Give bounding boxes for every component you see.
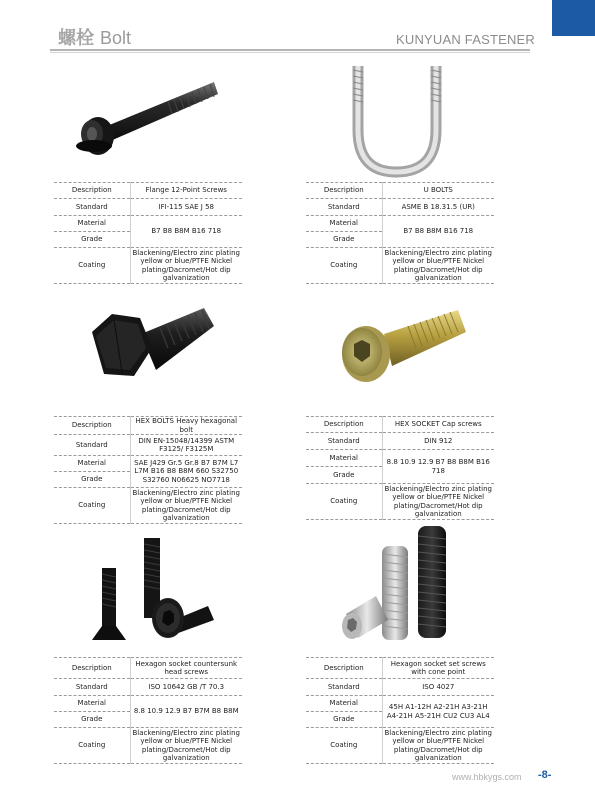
description-label: Description <box>306 183 382 199</box>
description-value: Flange 12-Point Screws <box>130 183 242 199</box>
coating-label: Coating <box>54 728 130 764</box>
coating-label: Coating <box>54 488 130 524</box>
standard-label: Standard <box>54 435 130 456</box>
description-value: HEX SOCKET Cap screws <box>382 417 494 433</box>
page-number: -8- <box>538 769 552 781</box>
material-grade-value: 45H A1-12H A2-21H A3-21H A4-21H A5-21H CU2 CU3 AL4 <box>382 696 494 728</box>
material-grade-value: B7 B8 B8M B16 718 <box>382 216 494 248</box>
grade-label: Grade <box>306 712 382 728</box>
standard-value: DIN 912 <box>382 433 494 450</box>
standard-value: ISO 10642 GB /T 70.3 <box>130 679 242 696</box>
spec-table-u-bolts <box>306 182 494 284</box>
material-label: Material <box>306 450 382 467</box>
grade-label: Grade <box>54 712 130 728</box>
material-label: Material <box>54 696 130 712</box>
page-title <box>58 24 131 50</box>
description-label: Description <box>54 183 130 199</box>
heavy-hex-bolt-image <box>86 304 216 404</box>
spec-table-hex-bolts <box>54 416 242 524</box>
material-label: Material <box>306 216 382 232</box>
material-label: Material <box>306 696 382 712</box>
grade-label: Grade <box>54 472 130 488</box>
flange-12-point-screw-image <box>72 76 222 166</box>
countersunk-screw-image <box>90 534 220 646</box>
material-label: Material <box>54 216 130 232</box>
header-divider-thin <box>50 52 530 53</box>
standard-value: DIN EN-15048/14399 ASTM F3125/ F3125M <box>130 435 242 456</box>
hex-socket-cap-screw-image <box>336 304 470 394</box>
coating-label: Coating <box>306 484 382 520</box>
material-grade-value: SAE J429 Gr.5 Gr.8 B7 B7M L7 L7M B16 B8 B8M 660 S32750 S32760 N06625 NO7718 <box>130 456 242 488</box>
description-value: U BOLTS <box>382 183 494 199</box>
description-label: Description <box>306 658 382 679</box>
coating-value: Blackening/Electro zinc plating yellow or blue/PTFE Nickel plating/Dacromet/Hot dip galvanization <box>382 248 494 284</box>
description-value: HEX BOLTS Heavy hexagonal bolt <box>130 417 242 435</box>
footer-url: www.hbkygs.com <box>452 772 522 782</box>
standard-label: Standard <box>54 199 130 216</box>
standard-value: IFI-115 SAE J 58 <box>130 199 242 216</box>
grade-label: Grade <box>306 232 382 248</box>
header-divider <box>50 49 530 51</box>
material-grade-value: 8.8 10.9 12.9 B7 B8 B8M B16 718 <box>382 450 494 484</box>
page-title-cn: 螺栓 <box>58 28 94 49</box>
material-label: Material <box>54 456 130 472</box>
description-label: Description <box>54 658 130 679</box>
material-grade-value: B7 B8 B8M B16 718 <box>130 216 242 248</box>
material-grade-value: 8.8 10.9 12.9 B7 B7M B8 B8M <box>130 696 242 728</box>
coating-value: Blackening/Electro zinc plating yellow or blue/PTFE Nickel plating/Dacromet/Hot dip galvanization <box>130 248 242 284</box>
description-value: Hexagon socket set screws with cone point <box>382 658 494 679</box>
coating-value: Blackening/Electro zinc plating yellow or blue/PTFE Nickel plating/Dacromet/Hot dip galvanization <box>382 484 494 520</box>
spec-table-flange-screws <box>54 182 242 284</box>
description-value: Hexagon socket countersunk head screws <box>130 658 242 679</box>
coating-value: Blackening/Electro zinc plating yellow or blue/PTFE Nickel plating/Dacromet/Hot dip galvanization <box>130 728 242 764</box>
page-title-en: Bolt <box>100 28 132 48</box>
spec-table-countersunk-screws <box>54 657 242 764</box>
coating-label: Coating <box>54 248 130 284</box>
spec-table-hex-socket-cap-screws <box>306 416 494 520</box>
standard-value: ISO 4027 <box>382 679 494 696</box>
description-label: Description <box>54 417 130 435</box>
coating-label: Coating <box>306 728 382 764</box>
coating-label: Coating <box>306 248 382 284</box>
standard-label: Standard <box>306 679 382 696</box>
grade-label: Grade <box>54 232 130 248</box>
coating-value: Blackening/Electro zinc plating yellow or blue/PTFE Nickel plating/Dacromet/Hot dip galvanization <box>130 488 242 524</box>
set-screw-image <box>336 522 476 646</box>
standard-label: Standard <box>54 679 130 696</box>
blue-corner-tab <box>552 0 595 36</box>
standard-label: Standard <box>306 433 382 450</box>
spec-table-set-screws <box>306 657 494 764</box>
grade-label: Grade <box>306 467 382 484</box>
company-name: KUNYUAN FASTENER <box>396 32 536 47</box>
standard-value: ASME B 18.31.5 (UR) <box>382 199 494 216</box>
standard-label: Standard <box>306 199 382 216</box>
coating-value: Blackening/Electro zinc plating yellow or blue/PTFE Nickel plating/Dacromet/Hot dip galvanization <box>382 728 494 764</box>
description-label: Description <box>306 417 382 433</box>
u-bolt-image <box>344 60 454 180</box>
